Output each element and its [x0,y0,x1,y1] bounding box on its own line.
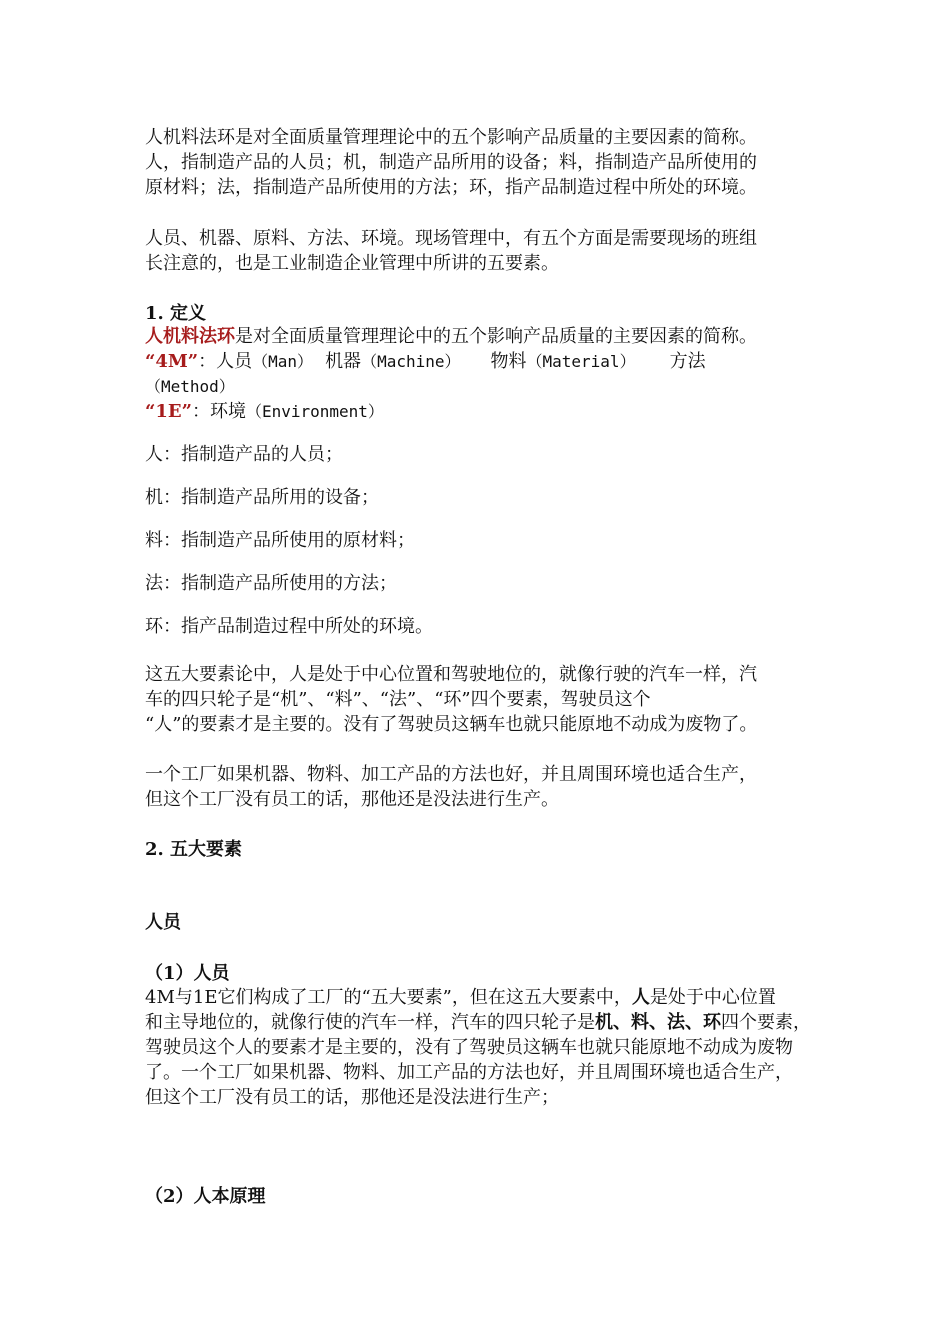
item1-line-2-bold: 机、料、法、环 [595,1012,721,1033]
para2-line-2: 长注意的，也是工业制造企业管理中所讲的五要素。 [145,253,559,274]
4m-method: （Method） [145,377,235,396]
4m-machine-cn: 机器 [325,351,362,372]
4m-line [145,350,706,374]
definition-text: 是对全面质量管理理论中的五个影响产品质量的主要因素的简称。 [235,326,757,347]
item1-line-4: 了。一个工厂如果机器、物料、加工产品的方法也好，并且周围环境也适合生产， [145,1062,793,1083]
1e-sep: ：环境 [191,401,246,422]
4m-man: （Man） [252,352,314,371]
para-wheels-line-3: “人”的要素才是主要的。没有了驾驶员这辆车也就只能原地不动成为废物了。 [145,714,758,735]
definition-line [145,325,757,349]
section2-subheading: 人员 [145,912,181,933]
1e-label: “1E” [145,401,192,422]
definition-term: 人机料法环 [145,326,235,347]
intro-line-1: 人机料法环是对全面质量管理理论中的五个影响产品质量的主要因素的简称。 [145,127,757,148]
4m-method-cn: 方法 [669,351,706,372]
item1-line-5: 但这个工厂没有员工的话，那他还是没法进行生产； [145,1087,559,1108]
section1-heading: 1. 定义 [145,303,207,324]
para-wheels-line-2: 车的四只轮子是“机”、“料”、“法”、“环”四个要素，驾驶员这个 [145,689,651,710]
intro-line-3: 原材料；法，指制造产品所使用的方法；环，指产品制造过程中所处的环境。 [145,177,757,198]
para2-line-1: 人员、机器、原料、方法、环境。现场管理中，有五个方面是需要现场的班组 [145,228,757,249]
item1-line-2-a: 和主导地位的，就像行使的汽车一样，汽车的四只轮子是 [145,1012,595,1033]
4m-machine: （Machine） [361,352,461,371]
4m-material-cn: 物料 [490,351,527,372]
def-ren: 人：指制造产品的人员； [145,444,343,465]
item1-line-1-c: 是处于中心位置 [649,987,776,1008]
intro-line-2: 人，指制造产品的人员；机，制造产品所用的设备；料，指制造产品所使用的 [145,152,757,173]
para-factory-line-1: 一个工厂如果机器、物料、加工产品的方法也好，并且周围环境也适合生产， [145,764,757,785]
4m-label: “4M” [145,351,199,372]
item2-title: （2）人本原理 [145,1186,266,1207]
item1-line-2-c: 四个要素， [721,1012,811,1033]
item1-line-2 [145,1011,811,1035]
1e-line [145,400,384,424]
item1-line-1-a: 4M与1E它们构成了工厂的“五大要素”，但在这五大要素中， [145,987,632,1008]
def-liao: 料：指制造产品所使用的原材料； [145,530,415,551]
para-factory-line-2: 但这个工厂没有员工的话，那他还是没法进行生产。 [145,789,559,810]
def-huan: 环：指产品制造过程中所处的环境。 [145,616,433,637]
item1-line-3: 驾驶员这个人的要素才是主要的，没有了驾驶员这辆车也就只能原地不动成为废物 [145,1037,793,1058]
4m-sep: ：人员 [198,351,253,372]
1e-environment: （Environment） [245,402,384,421]
item1-title: （1）人员 [145,963,230,984]
para-wheels-line-1: 这五大要素论中，人是处于中心位置和驾驶地位的，就像行驶的汽车一样，汽 [145,664,757,685]
4m-material: （Material） [526,352,636,371]
def-fa: 法：指制造产品所使用的方法； [145,573,397,594]
def-ji: 机：指制造产品所用的设备； [145,487,379,508]
item1-line-1-bold: 人 [631,987,650,1008]
item1-line-1 [145,986,776,1010]
section2-heading: 2. 五大要素 [145,839,243,860]
